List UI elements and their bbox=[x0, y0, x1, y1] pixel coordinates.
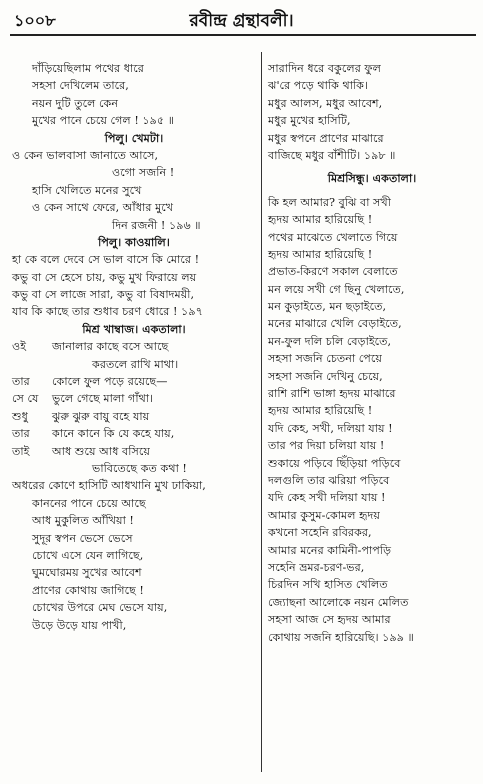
line-label: ওই bbox=[12, 340, 27, 354]
poem-line: কখনো সহেনি রবিরকর, bbox=[268, 526, 372, 540]
line-text: করতলে রাখি মাথা। bbox=[92, 357, 179, 371]
song-heading: পিলু। খেমটা। bbox=[104, 130, 164, 145]
poem-line: সহসা আজ সে হৃদয় আমার bbox=[268, 613, 391, 627]
poem-line: দাঁড়িয়েছিলাম পথের ধারে bbox=[32, 62, 144, 75]
poem-line: মধুর আলস, মধুর আবেশ, bbox=[268, 96, 383, 110]
page-title: রবীন্দ্র গ্রন্থাবলী। bbox=[189, 11, 294, 31]
poem-line: উড়ে উড়ে যায় পাখী, bbox=[32, 618, 127, 632]
poem-line: তার পর দিয়া চলিয়া যায় ! bbox=[268, 439, 385, 453]
poem-line bbox=[12, 425, 256, 442]
poem-line: সহসা সজনি চেতনা পেয়ে bbox=[268, 352, 382, 366]
poem-line: হাসি খেলিতে মনের সুখে bbox=[32, 183, 142, 197]
poem-line: মন লয়ে সখী গে ছিনু খেলাতে, bbox=[268, 282, 405, 296]
poem-line: কোথায় সজনি হারিয়েছি। ১৯৯ ॥ bbox=[268, 630, 414, 644]
line-label: শুধু bbox=[12, 409, 28, 423]
line-label: তার bbox=[12, 427, 30, 441]
line-text: ভুলে গেছে মালা গাঁথা। bbox=[52, 392, 154, 406]
left-column bbox=[12, 60, 256, 634]
poem-line: পথের মাঝেতে খেলাতে গিয়ে bbox=[268, 230, 398, 244]
poem-line: হৃদয় আমার হারিয়েছি ! bbox=[268, 404, 373, 418]
poem-line: আমার কুসুম-কোমল হৃদয় bbox=[268, 508, 380, 522]
poem-line: সুদূর স্বপন ভেসে ভেসে bbox=[32, 531, 133, 545]
poem-line bbox=[12, 460, 256, 477]
poem-line: যদি কেহ, সখী, দলিয়া যায় ! bbox=[268, 421, 393, 435]
page-number: ১০০৮ bbox=[14, 11, 56, 30]
poem-line: মন কুড়াইতে, মন ছড়াইতে, bbox=[268, 300, 387, 314]
poem-line: কি হল আমার? বুঝি বা সখী bbox=[268, 195, 391, 209]
poem-line: নয়ন দুটি তুলে কেন bbox=[32, 96, 119, 110]
poem-line: চিরদিন সখি হাসিত খেলিত bbox=[268, 578, 388, 592]
poem-line: হৃদয় আমার হারিয়েছি ! bbox=[268, 213, 373, 227]
poem-line: দিন রজনী ! ১৯৬ ॥ bbox=[112, 218, 201, 232]
poem-line: হা কে বলে দেবে সে ভাল বাসে কি মোরে ! bbox=[12, 253, 200, 267]
poem-line: কাননের পানে চেয়ে আছে bbox=[32, 496, 146, 510]
poem-line: ঘুমঘোরময় সুখের আবেশ bbox=[32, 566, 142, 580]
poem-line: চোখের উপরে মেঘ ভেসে যায়, bbox=[32, 601, 168, 615]
poem-line: মধুর মুখের হাসিটি, bbox=[268, 114, 351, 128]
poem-line bbox=[12, 356, 256, 373]
poem-line: প্রাণের কোথায় জাগিছে ! bbox=[32, 583, 144, 597]
poem-line: যদি কেহ সখী দলিয়া যায় ! bbox=[268, 491, 386, 505]
poem-line: যাব কি কাছে তার শুধাব চরণ ধোরে ! ১৯৭ bbox=[12, 305, 203, 319]
poem-line: সহেনি ভ্রমর-চরণ-ভর, bbox=[268, 560, 365, 574]
poem-line: জ্যোছনা আলোকে নয়ন মেলিত bbox=[268, 595, 409, 609]
song-heading: পিলু। কাওয়ালি। bbox=[98, 234, 170, 249]
poem-line: ও কেন সাথে ফেরে, আঁধার মুখে bbox=[32, 201, 174, 215]
page-header bbox=[0, 0, 483, 36]
poem-line: মন-ফুল দলি চলি বেড়াইতে, bbox=[268, 334, 392, 348]
poem-line bbox=[12, 373, 256, 390]
column-divider bbox=[261, 52, 262, 772]
poem-line bbox=[12, 390, 256, 407]
poem-line: চোখে এসে যেন লাগিছে, bbox=[32, 548, 144, 562]
line-text: ঝুরু ঝুরু বায়ু বহে যায় bbox=[52, 409, 150, 423]
line-text: কানে কানে কি যে কহে যায়, bbox=[52, 427, 175, 441]
poem-line: প্রভাত-কিরণে সকাল বেলাতে bbox=[268, 265, 398, 279]
poem-line: মনের মাঝারে খেলি বেড়াইতে, bbox=[268, 317, 402, 331]
line-label: সে যে bbox=[12, 392, 39, 406]
poem-line: সারাদিন ধরে বকুলের ফুল bbox=[268, 62, 381, 75]
line-text: আধ শুয়ে আধ বসিয়ে bbox=[52, 444, 150, 458]
poem-line: শুকায়ে পড়িবে ছিঁড়িয়া পড়িবে bbox=[268, 456, 401, 470]
poem-line: ঝ'রে পড়ে থাকি থাকি। bbox=[268, 79, 369, 93]
poem-line bbox=[12, 338, 256, 355]
line-text: জানালার কাছে বসে আছে bbox=[52, 340, 169, 354]
poem-line: অধরের কোণে হাসিটি আধখানি মুখ ঢাকিয়া, bbox=[12, 479, 206, 493]
poem-line: কভু বা সে হেসে চায়, কভু মুখ ফিরায়ে লয় bbox=[12, 270, 197, 284]
poem-line: বাজিছে মধুর বাঁশীটি। ১৯৮ ॥ bbox=[268, 148, 396, 162]
poem-line: কভু বা সে লাজে সারা, কভু বা বিষাদময়ী, bbox=[12, 288, 195, 302]
poem-line: আমার মনের কামিনী-পাপড়ি bbox=[268, 543, 392, 557]
right-column bbox=[268, 60, 476, 646]
poem-line: আধ মুকুলিত আঁখিয়া ! bbox=[32, 514, 134, 528]
header-rule bbox=[10, 34, 476, 36]
line-text: কোলে ফুল পড়ে রয়েছে— bbox=[52, 375, 168, 389]
line-text: ভাবিতেছে কত কথা ! bbox=[92, 461, 187, 475]
poem-line: হৃদয় আমার হারিয়েছি ! bbox=[268, 247, 373, 261]
song-heading: মিশ্রসিন্ধু। একতালা। bbox=[327, 171, 417, 186]
poem-line bbox=[12, 443, 256, 460]
poem-line bbox=[12, 408, 256, 425]
poem-line: মধুর স্বপনে প্রাণের মাঝারে bbox=[268, 131, 384, 145]
poem-line: মুখের পানে চেয়ে গেল ! ১৯৫ ॥ bbox=[32, 114, 175, 128]
poem-line: ওগো সজনি ! bbox=[112, 166, 175, 180]
poem-line: সহসা দেখিলেম তারে, bbox=[32, 79, 129, 93]
song-heading: মিশ্র খাম্বাজ। একতালা। bbox=[82, 321, 186, 336]
line-label: তার bbox=[12, 375, 30, 389]
poem-line: দলগুলি তার ঝরিয়া পড়িবে bbox=[268, 473, 390, 487]
line-label: তাই bbox=[12, 444, 30, 458]
poem-line: রাশি রাশি ভাঙ্গা হৃদয় মাঝারে bbox=[268, 387, 396, 401]
poem-line: সহসা সজনি দেখিনু চেয়ে, bbox=[268, 369, 383, 383]
poem-line: ও কেন ভালবাসা জানাতে আসে, bbox=[12, 148, 159, 162]
